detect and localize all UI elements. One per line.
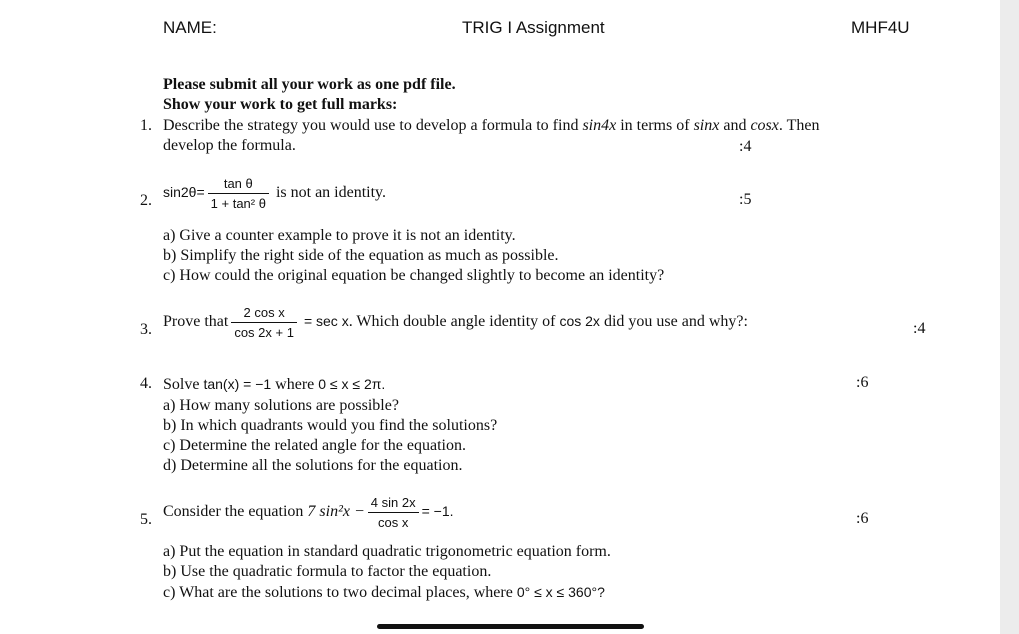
assignment-title: TRIG I Assignment: [462, 18, 605, 37]
q2-part-b: b) Simplify the right side of the equation as much as possible.: [163, 247, 559, 264]
q4-marks: :6: [856, 374, 869, 391]
q3-expr-cos2x: cos 2x: [559, 313, 600, 330]
q5-part-a: a) Put the equation in standard quadratic trigonometric equation form.: [163, 543, 611, 560]
q1-text: Describe the strategy you would use to develop a formula to find sin4x in terms of sinx and cosx. Then: [163, 117, 820, 134]
q3-number: 3.: [140, 321, 152, 338]
q4-part-d: d) Determine all the solutions for the equation.: [163, 457, 463, 474]
q1-expr-cosx: cosx: [750, 117, 779, 134]
q3-marks: :4: [913, 320, 926, 337]
q5-marks: :6: [856, 510, 869, 527]
q3-equation: Prove that $\frac{\text{2 cos x}}{\cos 2x + 1}$ = sec x. Which double angle identity of cos 2x did you use and why?:: [163, 305, 748, 340]
q1-marks: :4: [739, 138, 752, 155]
q2-marks: :5: [739, 191, 752, 208]
q1-text-line2: develop the formula.: [163, 137, 296, 154]
q4-equation: tan(x) = −1: [203, 376, 272, 392]
name-label: NAME:: [163, 18, 217, 37]
q4-part-b: b) In which quadrants would you find the solutions?: [163, 417, 498, 434]
q5-range: 0° ≤ x ≤ 360°?: [516, 584, 605, 600]
q4-part-a: a) How many solutions are possible?: [163, 397, 399, 414]
q1-number: 1.: [140, 117, 152, 134]
q5-frac-denominator: cos x: [378, 515, 409, 530]
q5-frac-numerator: 4 sin 2x: [368, 495, 419, 513]
q5-equation: Consider the equation 7 sin²x − $\frac{4 \sin 2x}{\text{cos x}}$ = −1.: [163, 495, 454, 530]
q4-part-c: c) Determine the related angle for the equation.: [163, 437, 466, 454]
q4-domain: 0 ≤ x ≤ 2π.: [318, 376, 386, 392]
q2-frac-numerator: tan θ: [208, 176, 269, 194]
q4-number: 4.: [140, 375, 152, 392]
q2-part-a: a) Give a counter example to prove it is not an identity.: [163, 227, 516, 244]
q3-frac-denominator: cos 2x + 1: [234, 325, 294, 340]
instruction-show-work: Show your work to get full marks:: [163, 96, 398, 113]
page-edge: [1000, 0, 1019, 634]
q1-expr-sin4x: sin4x: [582, 117, 617, 134]
q2-number: 2.: [140, 192, 152, 209]
course-code: MHF4U: [851, 18, 910, 37]
q4-text: Solve tan(x) = −1 where 0 ≤ x ≤ 2π.: [163, 376, 386, 393]
q2-frac-denominator: 1 + tan² θ: [210, 196, 266, 211]
instruction-submit: Please submit all your work as one pdf file.: [163, 76, 456, 93]
q1-expr-sinx: sinx: [693, 117, 720, 134]
q3-frac-numerator: 2 cos x: [231, 305, 297, 323]
q2-equation: sin2θ= $\frac{\text{tan θ}}{\text{1 + tan² θ}}$ is not an identity.: [163, 176, 387, 211]
q5-lhs: 7 sin²x −: [307, 503, 365, 521]
q2-part-c: c) How could the original equation be changed slightly to become an identity?: [163, 267, 665, 284]
home-indicator[interactable]: [377, 624, 644, 629]
q5-part-b: b) Use the quadratic formula to factor the equation.: [163, 563, 492, 580]
q5-number: 5.: [140, 511, 152, 528]
q5-part-c: c) What are the solutions to two decimal places, where 0° ≤ x ≤ 360°?: [163, 584, 605, 601]
